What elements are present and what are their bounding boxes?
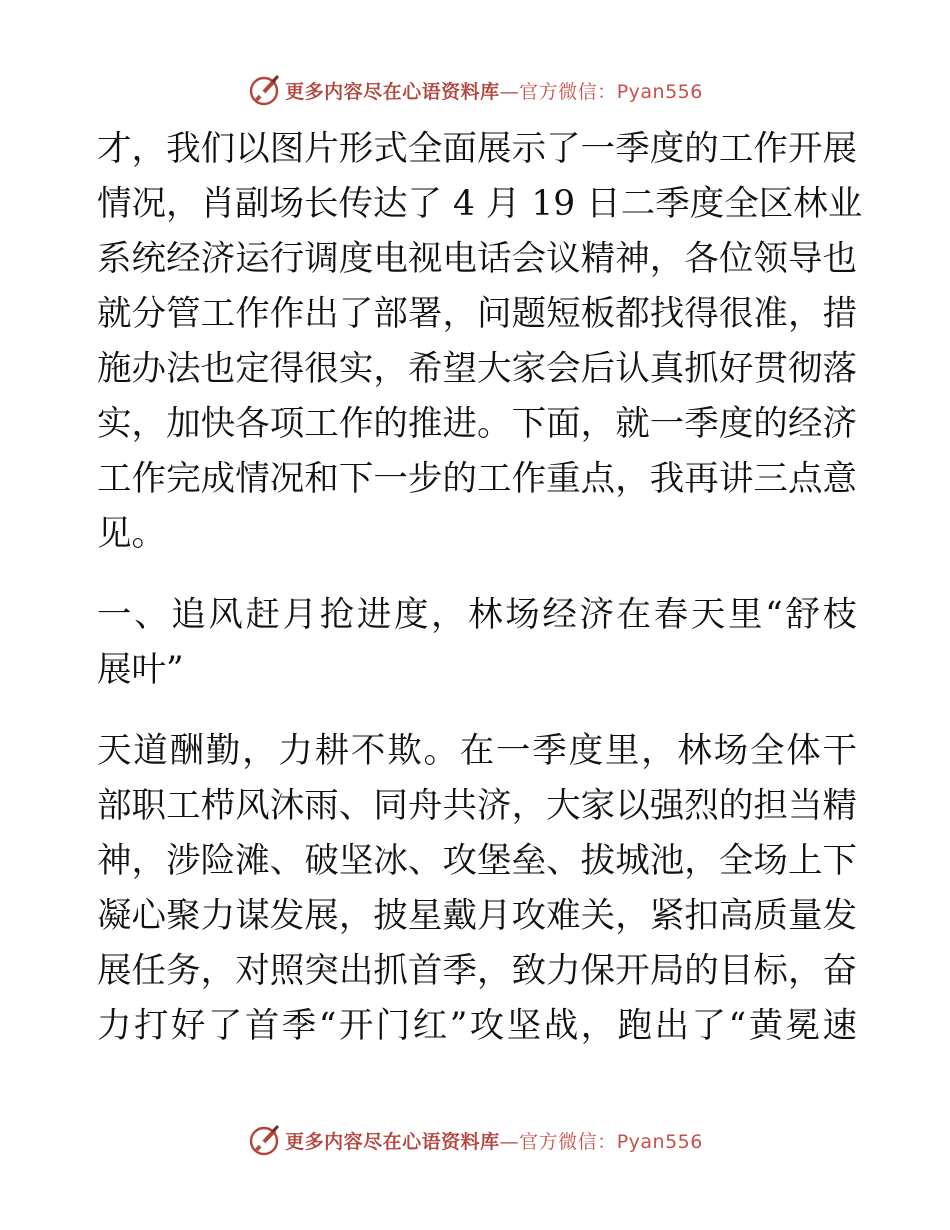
section-heading-1 — [97, 588, 857, 698]
footer-banner — [0, 1120, 950, 1160]
text-line: 见。 — [97, 514, 166, 554]
text-line: 神，涉险滩、破坚冰、攻堡垒、拔城池，全场上下 — [97, 841, 857, 881]
paragraph-1 — [97, 122, 863, 562]
text-line: 情况，肖副场长传达了 4 月 19 日二季度全区林业 — [97, 184, 863, 224]
site-name: 更多内容尽在心语资料库 — [285, 80, 500, 103]
document-body — [97, 122, 863, 1054]
heading-line: 展叶” — [97, 650, 184, 690]
banner-dash: — — [499, 80, 520, 103]
footer-banner-text — [285, 1127, 703, 1154]
paragraph-2 — [97, 724, 857, 1054]
header-banner — [0, 70, 950, 110]
text-line: 天道酬勤，力耕不欺。在一季度里，林场全体干 — [97, 731, 857, 771]
wechat-id: Pyan556 — [616, 1130, 703, 1153]
text-line: 施办法也定得很实，希望大家会后认真抓好贯彻落 — [97, 349, 857, 389]
text-line: 力打好了首季“开门红”攻坚战，跑出了“黄冕速 — [97, 1006, 857, 1046]
header-banner-text — [285, 77, 703, 104]
text-line: 工作完成情况和下一步的工作重点，我再讲三点意 — [97, 459, 857, 499]
text-line: 就分管工作作出了部署，问题短板都找得很准，措 — [97, 294, 857, 334]
text-line: 部职工栉风沐雨、同舟共济，大家以强烈的担当精 — [97, 786, 857, 826]
quill-pen-logo-icon — [247, 73, 281, 107]
quill-pen-logo-icon — [247, 1123, 281, 1157]
wechat-label: 官方微信： — [519, 80, 617, 103]
text-line: 系统经济运行调度电视电话会议精神，各位领导也 — [97, 239, 857, 279]
wechat-id: Pyan556 — [616, 80, 703, 103]
paragraph-gap — [97, 698, 857, 724]
banner-dash: — — [499, 1130, 520, 1153]
site-name: 更多内容尽在心语资料库 — [285, 1130, 500, 1153]
text-line: 才，我们以图片形式全面展示了一季度的工作开展 — [97, 129, 857, 169]
wechat-label: 官方微信： — [519, 1130, 617, 1153]
paragraph-gap — [97, 562, 857, 588]
text-line: 凝心聚力谋发展，披星戴月攻难关，紧扣高质量发 — [97, 896, 857, 936]
heading-line: 一、追风赶月抢进度，林场经济在春天里“舒枝 — [97, 595, 857, 635]
text-line: 实，加快各项工作的推进。下面，就一季度的经济 — [97, 404, 857, 444]
text-line: 展任务，对照突出抓首季，致力保开局的目标，奋 — [97, 951, 857, 991]
